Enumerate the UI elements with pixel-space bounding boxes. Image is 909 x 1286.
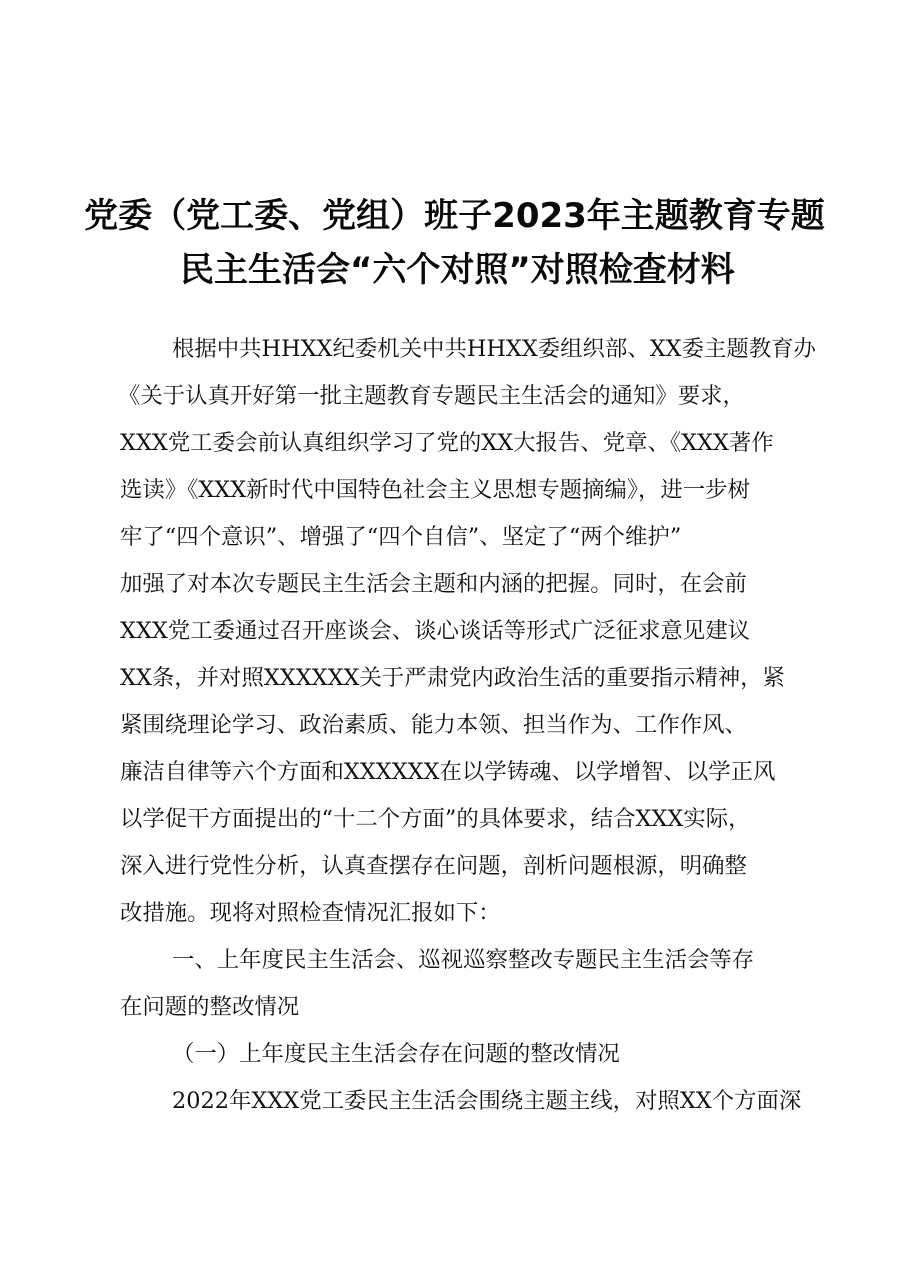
paragraph-line: 《关于认真开好第一批主题教育专题民主生活会的通知》要求， <box>118 383 745 409</box>
paragraph-line: 选读》《XXX新时代中国特色社会主义思想专题摘编》，进一步树 <box>120 477 750 503</box>
section-heading-line: 一、上年度民主生活会、巡视巡察整改专题民主生活会等存 <box>172 947 755 973</box>
document-title-line-2: 民主生活会“六个对照”对照检查材料 <box>180 250 735 290</box>
section-heading-line: 在问题的整改情况 <box>120 994 300 1020</box>
document-title-line-1: 党委（党工委、党组）班子2023年主题教育专题 <box>84 196 825 236</box>
paragraph-line: 根据中共HHXX纪委机关中共HHXX委组织部、XX委主题教育办 <box>172 336 816 362</box>
paragraph-line: 改措施。现将对照检查情况汇报如下： <box>120 900 501 926</box>
paragraph-line: 廉洁自律等六个方面和XXXXXX在以学铸魂、以学增智、以学正风 <box>120 759 776 785</box>
paragraph-line: 深入进行党性分析，认真查摆存在问题，剖析问题根源，明确整 <box>120 853 747 879</box>
paragraph-line: 以学促干方面提出的“十二个方面”的具体要求，结合XXX实际， <box>120 806 751 832</box>
paragraph-line: XX条，并对照XXXXXX关于严肃党内政治生活的重要指示精神，紧 <box>120 665 785 691</box>
paragraph-line: 加强了对本次专题民主生活会主题和内涵的把握。同时，在会前 <box>120 571 747 597</box>
paragraph-line: 牢了“四个意识”、增强了“四个自信”、坚定了“两个维护” <box>120 524 682 550</box>
paragraph-line: 紧围绕理论学习、政治素质、能力本领、担当作为、工作作风、 <box>120 712 747 738</box>
paragraph-line: XXX党工委会前认真组织学习了党的XX大报告、党章、《XXX著作 <box>120 430 774 456</box>
paragraph-line: 2022年XXX党工委民主生活会围绕主题主线，对照XX个方面深 <box>172 1088 802 1114</box>
subsection-heading: （一）上年度民主生活会存在问题的整改情况 <box>172 1041 620 1067</box>
paragraph-line: XXX党工委通过召开座谈会、谈心谈话等形式广泛征求意见建议 <box>120 618 750 644</box>
